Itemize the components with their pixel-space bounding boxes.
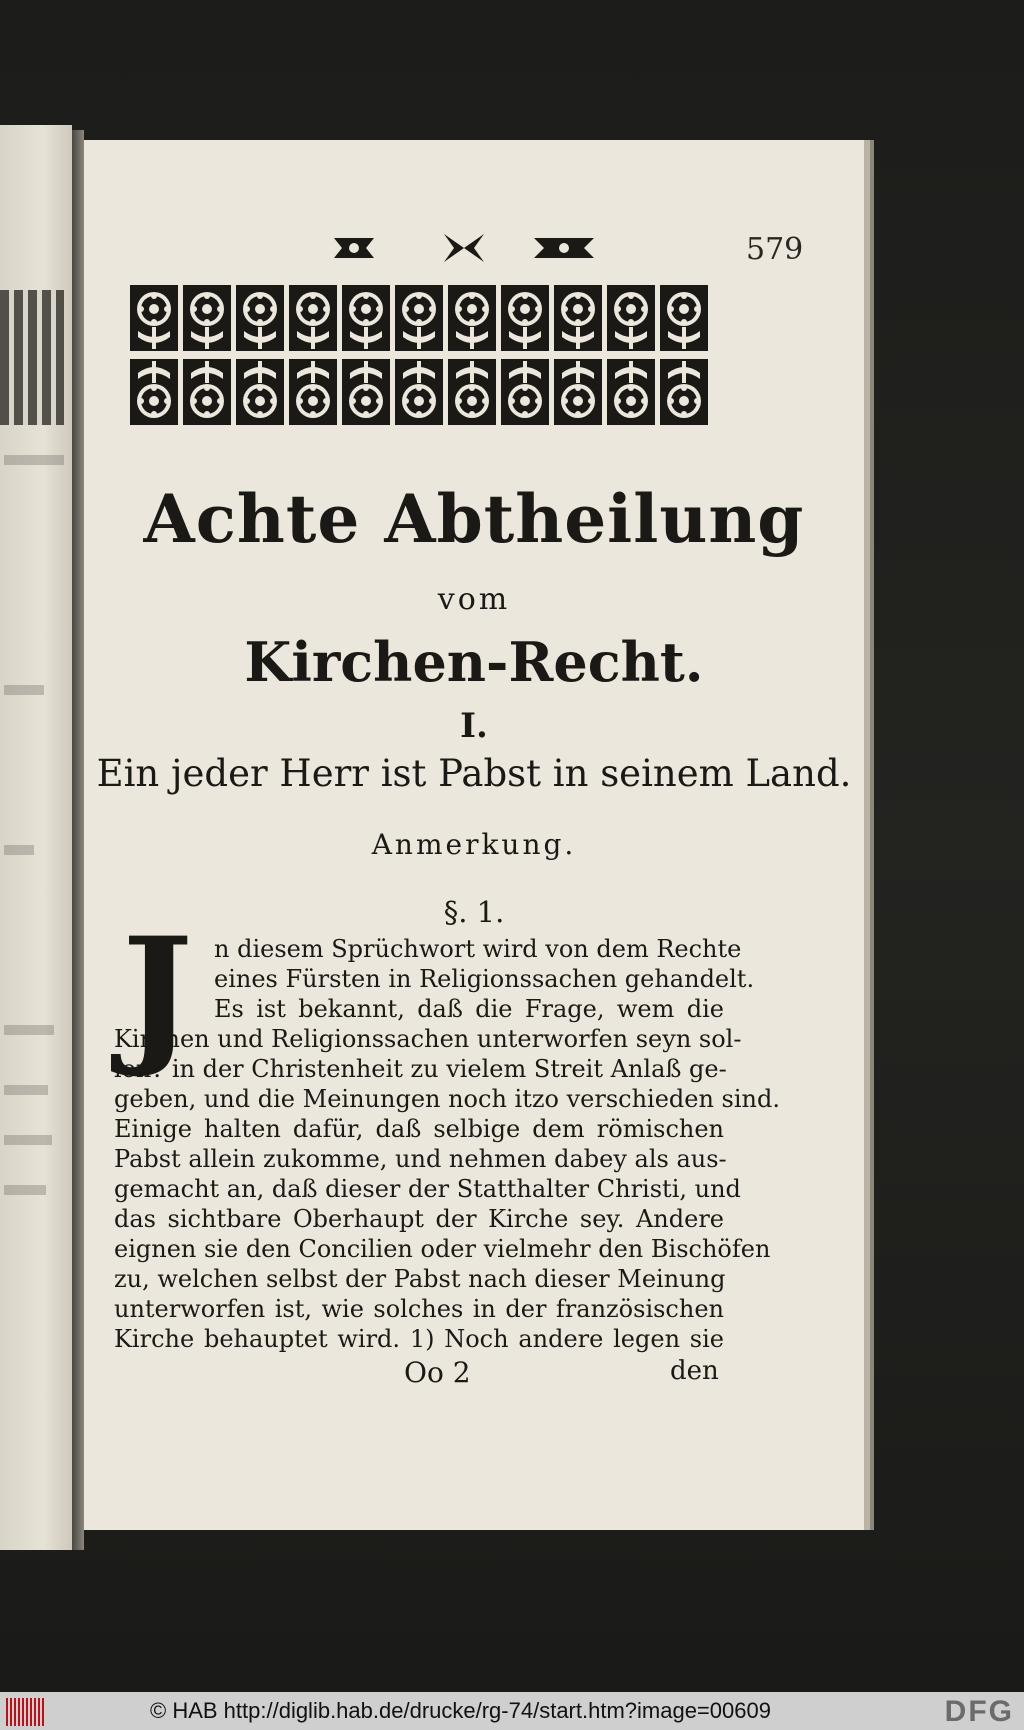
- dfg-logo: DFG: [944, 1695, 1014, 1728]
- body-line: unterworfen ist, wie solches in der französischen: [114, 1295, 724, 1323]
- footer-bar: [0, 1692, 1024, 1730]
- body-line: zu, welchen selbst der Pabst nach dieser Meinung: [114, 1265, 726, 1293]
- signature-mark: Oo 2: [404, 1356, 471, 1389]
- book-page: [84, 140, 864, 1530]
- previous-page-text-bleed: [4, 1085, 48, 1095]
- page-number: 579: [746, 232, 804, 267]
- chapter-subject: Kirchen-Recht.: [244, 630, 704, 694]
- previous-page-text-bleed: [4, 685, 44, 695]
- previous-page-text-bleed: [4, 845, 34, 855]
- body-line: n diesem Sprüchwort wird von dem Rechte: [214, 935, 742, 963]
- chapter-title: Achte Abtheilung: [143, 480, 805, 558]
- body-line: Kirche behauptet wird. 1) Noch andere legen sie: [114, 1325, 724, 1353]
- annotation-heading: Anmerkung.: [371, 828, 577, 861]
- body-line: geben, und die Meinungen noch itzo verschieden sind.: [114, 1085, 780, 1113]
- paragraph-number: §. 1.: [443, 895, 505, 929]
- previous-page-text-bleed: [4, 1025, 54, 1035]
- body-line: Kirchen und Religionssachen unterworfen seyn sol-: [114, 1025, 742, 1053]
- previous-page-text-bleed: [4, 1135, 52, 1145]
- drop-cap: J: [122, 905, 193, 1081]
- body-line: eignen sie den Concilien oder vielmehr den Bischöfen: [114, 1235, 771, 1263]
- body-line: eines Fürsten in Religionssachen gehandelt.: [214, 965, 755, 993]
- floral-headpiece-icon: [130, 285, 710, 425]
- previous-page-ornament: [0, 290, 64, 425]
- catchword: den: [670, 1356, 719, 1386]
- barcode-icon: [6, 1698, 46, 1726]
- body-line: Pabst allein zukomme, und nehmen dabey als aus-: [114, 1145, 727, 1173]
- section-roman-numeral: I.: [460, 706, 488, 746]
- previous-page-text-bleed: [4, 1185, 46, 1195]
- body-line: Es ist bekannt, daß die Frage, wem die: [214, 995, 724, 1023]
- body-line: das sichtbare Oberhaupt der Kirche sey. Andere: [114, 1205, 724, 1233]
- chapter-title-vom: vom: [437, 582, 511, 617]
- previous-page-edge: [0, 125, 72, 1550]
- body-line: gemacht an, daß dieser der Statthalter Christi, und: [114, 1175, 741, 1203]
- top-ornament-icon: [314, 228, 614, 268]
- proverb-heading: Ein jeder Herr ist Pabst in seinem Land.: [96, 752, 852, 795]
- copyright-url[interactable]: © HAB http://diglib.hab.de/drucke/rg-74/start.htm?image=00609: [150, 1698, 771, 1723]
- body-line: Einige halten dafür, daß selbige dem römischen: [114, 1115, 724, 1143]
- previous-page-text-bleed: [4, 455, 64, 465]
- body-line: len? in der Christenheit zu vielem Streit Anlaß ge-: [114, 1055, 727, 1083]
- book-gutter: [72, 130, 84, 1550]
